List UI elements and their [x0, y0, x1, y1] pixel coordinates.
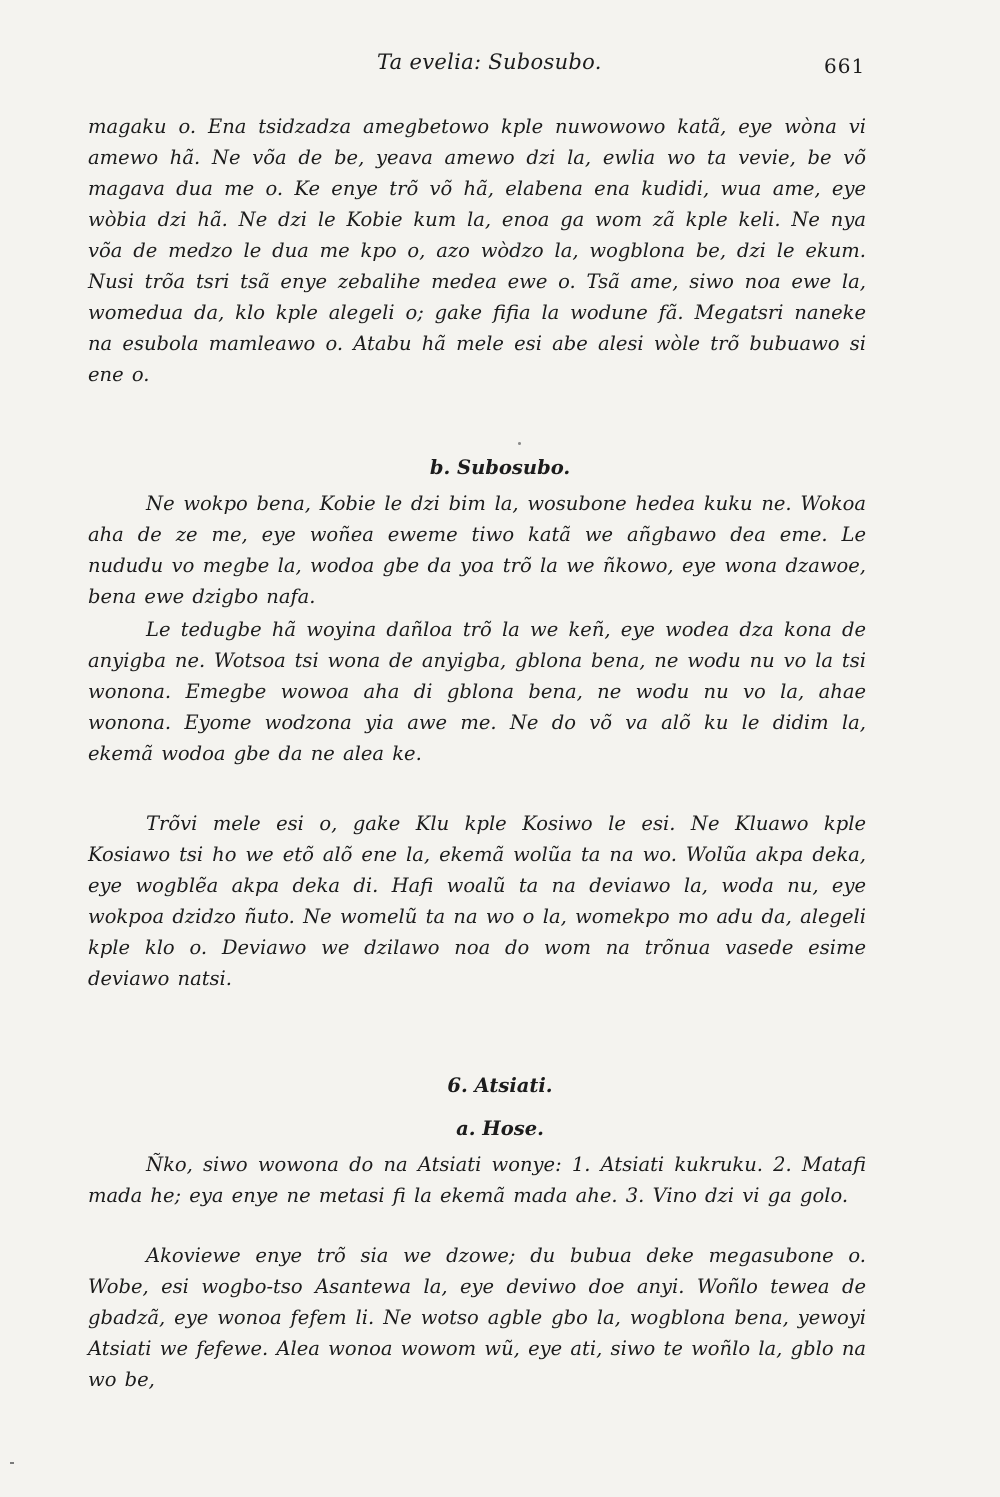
section-b-paragraph-2: Le tedugbe hã woyina dañloa trõ la we keñ, eye wodea dza kona de anyigba ne. Wotsoa tsi wona de anyigba, gblona bena, ne wodu nu vo la tsi wonona. Emegbe wowoa aha di gblona bena, ne wodu nu vo la, ahae wonona. Eyome wodzona yia awe me. Ne do võ va alõ ku le didim la, ekemã wodoa gbe da ne alea ke. [88, 618, 866, 765]
running-head [0, 50, 1000, 90]
section-b-heading: b. Subosubo. [429, 456, 571, 479]
section-6-paragraph-2: Akoviewe enye trõ sia we dzowe; du bubua deke megasubone o. Wobe, esi wogbo-tso Asantewa la, eye deviwo doe anyi. Woñlo tewea de gbadzã, eye wonoa fefem li. Ne wotso agble gbo la, wogblona bena, yewoyi Atsiati we fefewe. Alea wonoa wowom wũ, eye ati, siwo te woñlo la, gblo na wo be, [88, 1244, 866, 1391]
section-b-paragraph-1: Ne wokpo bena, Kobie le dzi bim la, wosubone hedea kuku ne. Wokoa aha de ze me, eye woñea ewemе tiwo katã we añgbawo dea eme. Le nududu vo megbe la, wodoa gbe da yoa trõ la we ñkowo, eye wona dzawoe, bena ewe dzigbo nafa. [88, 492, 866, 608]
section-b-paragraph-3: Trõvi mele esi o, gake Klu kple Kosiwo le esi. Ne Kluawo kple Kosiawo tsi ho we etõ alõ ene la, ekemã wolũa ta na wo. Wolũa akpa deka, eye wogblẽa akpa deka di. Hafi woalũ ta na deviawo la, woda nu, eye wokpoa dzidzo ñuto. Ne womelũ ta na wo o la, womekpo mo adu da, alegeli kple klo o. Deviawo we dzilawo noa do wom na trõnua vasede esime deviawo natsi. [88, 812, 866, 990]
section-6-heading: 6. Atsiati. [447, 1074, 553, 1097]
section-6a-subheading: a. Hose. [456, 1117, 544, 1140]
paragraph-continuation: magaku o. Ena tsidzadza amegbetowo kple nuwowowo katã, eye wòna vi amewo hã. Ne võa de be, yeava amewo dzi la, ewlia wo ta vevie, be võ magava dua me o. Ke enye trõ võ hã, elabena ena kudidi, wua ame, eye wòbia dzi hã. Ne dzi le Kobie kum la, enoa ga wom zã kple keli. Ne nya võa de medzo le dua me kpo o, azo wòdzo la, wogblona be, dzi le ekum. Nusi trõa tsri tsã enye zebalihe medea ewe o. Tsã ame, siwo noa ewe la, womedua da, klo kple alegeli o; gake fifia la wodune fã. Megatsri naneke na esubola mamleawo o. Atabu hã mele esi abe alesi wòle trõ bubuawo si ene o. [88, 115, 866, 386]
section-6-paragraph-1: Ñko, siwo wowona do na Atsiati wonye: 1. Atsiati kukruku. 2. Matafi mada he; eya enye ne metasi fi la ekemã mada ahe. 3. Vino dzi vi ga golo. [88, 1153, 866, 1207]
page-number: 661 [824, 54, 866, 78]
print-dot [518, 442, 521, 445]
running-title: Ta evelia: Subosubo. [377, 50, 602, 74]
print-speck [10, 1462, 14, 1464]
